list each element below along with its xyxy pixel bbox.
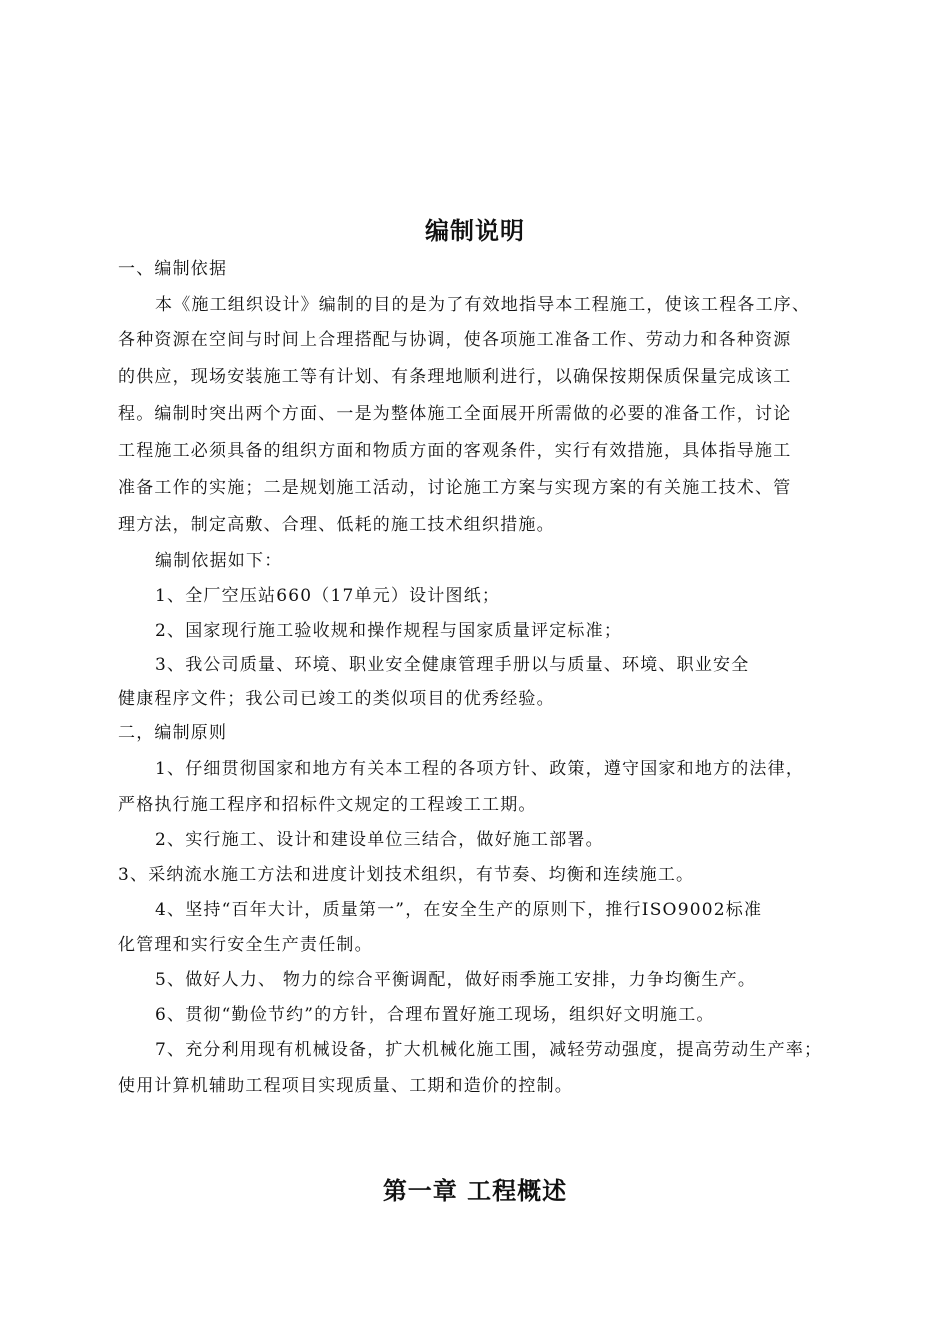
basis-paragraph-line: 各种资源在空间与时间上合理搭配与协调，使各项施工准备工作、劳动力和各种资源 <box>118 330 792 350</box>
basis-paragraph-line: 理方法，制定高敷、合理、低耗的施工技术组织措施。 <box>118 515 555 535</box>
section-title: 编制说明 <box>425 216 525 245</box>
basis-paragraph-line: 准备工作的实施；二是规划施工活动，讨论施工方案与实现方案的有关施工技术、管 <box>118 478 792 498</box>
chapter-title: 第一章 工程概述 <box>382 1176 568 1205</box>
basis-list-item: 2、国家现行施工验收规和操作规程与国家质量评定标准； <box>155 621 623 641</box>
basis-paragraph-line: 本《施工组织设计》编制的目的是为了有效地指导本工程施工，使该工程各工序、 <box>155 295 811 315</box>
principle-item: 2、实行施工、设计和建设单位三结合，做好施工部署。 <box>155 830 604 850</box>
principle-item: 3、采纳流水施工方法和进度计划技术组织，有节奏、均衡和连续施工。 <box>118 865 695 885</box>
principle-item-continuation: 严格执行施工程序和招标件文规定的工程竣工工期。 <box>118 795 537 815</box>
basis-paragraph-line: 的供应，现场安装施工等有计划、有条理地顺利进行，以确保按期保质保量完成该工 <box>118 367 792 387</box>
basis-list-item: 3、我公司质量、环境、职业安全健康管理手册以与质量、环境、职业安全 <box>155 655 750 675</box>
principle-item-continuation: 使用计算机辅助工程项目实现质量、工期和造价的控制。 <box>118 1076 573 1096</box>
basis-list-item: 1、全厂空压站660（17单元）设计图纸； <box>155 586 501 606</box>
principle-item: 7、充分利用现有机械设备，扩大机械化施工围，减轻劳动强度，提高劳动生产率； <box>155 1040 823 1060</box>
basis-paragraph-line: 工程施工必须具备的组织方面和物质方面的客观条件，实行有效措施，具体指导施工 <box>118 441 792 461</box>
principle-item: 4、坚持“百年大计，质量第一”，在安全生产的原则下，推行ISO9002标准 <box>155 900 763 920</box>
principle-item: 5、做好人力、 物力的综合平衡调配，做好雨季施工安排，力争均衡生产。 <box>155 970 757 990</box>
basis-paragraph-line: 程。编制时突出两个方面、一是为整体施工全面展开所需做的必要的准备工作，讨论 <box>118 404 792 424</box>
basis-heading: 一、编制依据 <box>118 259 228 279</box>
principle-item: 1、仔细贯彻国家和地方有关本工程的各项方针、政策，遵守国家和地方的法律， <box>155 759 805 779</box>
principles-heading: 二，编制原则 <box>118 723 228 743</box>
principle-item-continuation: 化管理和实行安全生产责任制。 <box>118 935 373 955</box>
principle-item: 6、贯彻“勤俭节约”的方针，合理布置好施工现场，组织好文明施工。 <box>155 1005 715 1025</box>
basis-list-intro: 编制依据如下： <box>155 551 283 571</box>
basis-list-item-continuation: 健康程序文件；我公司已竣工的类似项目的优秀经验。 <box>118 689 555 709</box>
